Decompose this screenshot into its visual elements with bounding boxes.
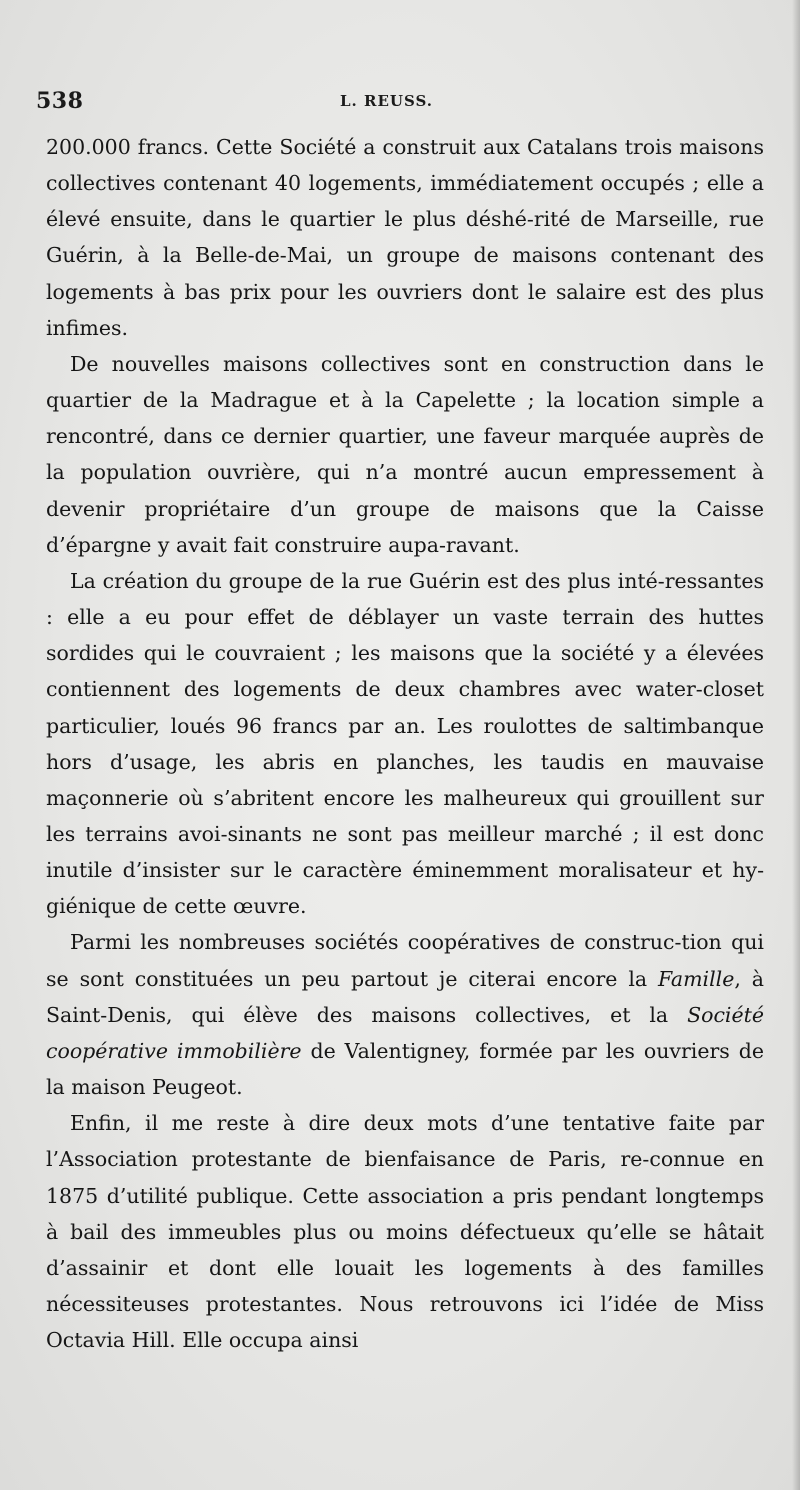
paragraph-5 [46, 1105, 764, 1358]
page-number: 538 [36, 88, 84, 114]
paragraph-2 [46, 346, 764, 563]
running-head: L. REUSS. [340, 92, 433, 110]
paragraph-1-text: 200.000 francs. Cette Société a construit aux Catalans trois maisons collectives contenant 40 logements, immédiatement occupés ; elle a élevé ensuite, dans le quartier le plus déshé-rité de Marseille, rue Guérin, à la Belle-de-Mai, un groupe de maisons contenant des logements à bas prix pour les ouvriers dont le salaire est des plus infimes. [46, 135, 764, 340]
paragraph-1 [46, 129, 764, 346]
italic-title-societe-cooperative: Société coopérative immobilière [46, 1002, 764, 1063]
body-text [46, 129, 764, 1358]
paragraph-4-text-a: Parmi les nombreuses sociétés coopératives de construc-tion qui se sont constituées un peu partout je citerai encore la [46, 930, 764, 991]
paragraph-5-text: Enfin, il me reste à dire deux mots d’une tentative faite par l’Association protestante de bienfaisance de Paris, re-connue en 1875 d’utilité publique. Cette association a pris pendant longtemps à bail des immeubles plus ou moins défectueux qu’elle se hâtait d’assainir et dont elle louait les logements à des familles nécessiteuses protestantes. Nous retrouvons ici l’idée de Miss Octavia Hill. Elle occupa ainsi [46, 1111, 764, 1353]
paragraph-4 [46, 924, 764, 1105]
paragraph-4-text-b: , à Saint-Denis, qui élève des maisons collectives, et la [46, 966, 764, 1027]
page-header [36, 88, 766, 118]
paragraph-3-text: La création du groupe de la rue Guérin est des plus inté-ressantes : elle a eu pour effet de déblayer un vaste terrain des huttes sordides qui le couvraient ; les maisons que la société y a élevées contiennent des logements de deux chambres avec water-closet particulier, loués 96 francs par an. Les roulottes de saltimbanque hors d’usage, les abris en planches, les taudis en mauvaise maçonnerie où s’abritent encore les malheureux qui grouillent sur les terrains avoi-sinants ne sont pas meilleur marché ; il est donc inutile d’insister sur le caractère éminemment moralisateur et hy-giénique de cette œuvre. [46, 568, 764, 919]
page-edge-shadow [792, 0, 800, 1490]
paragraph-2-text: De nouvelles maisons collectives sont en construction dans le quartier de la Madrague et à la Capelette ; la location simple a rencontré, dans ce dernier quartier, une faveur marquée auprès de la population ouvrière, qui n’a montré aucun empressement à devenir propriétaire d’un groupe de maisons que la Caisse d’épargne y avait fait construire aupa-ravant. [46, 351, 764, 557]
paragraph-3 [46, 563, 764, 925]
paragraph-4-text-c: de Valentigney, formée par les ouvriers de la maison Peugeot. [46, 1038, 764, 1100]
italic-title-famille: Famille [658, 966, 735, 991]
